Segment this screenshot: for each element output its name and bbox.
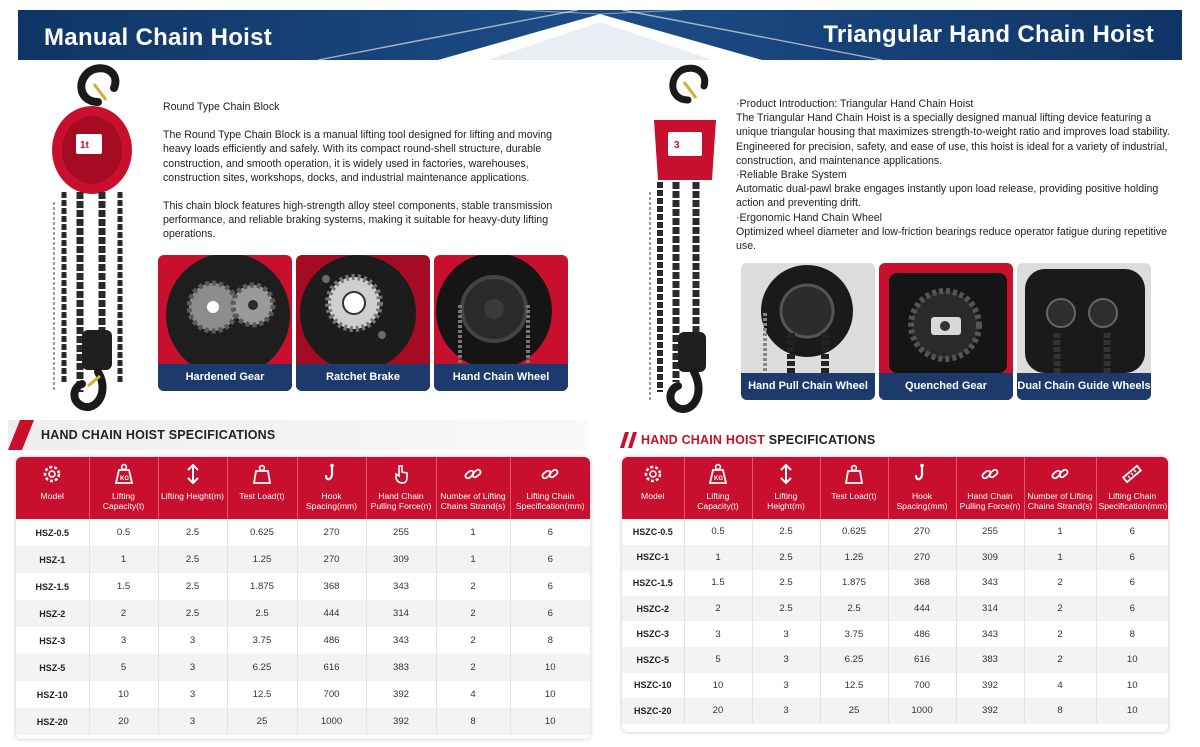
spec-title [641, 433, 875, 447]
weight-icon [687, 463, 750, 487]
table-cell: 0.5 [684, 519, 752, 545]
feature-label: Ratchet Brake [296, 364, 430, 391]
table-cell: 4 [1024, 673, 1096, 699]
chain-link-icon [959, 463, 1022, 487]
hook-icon [891, 463, 954, 487]
hand-pull-icon [369, 463, 434, 487]
table-cell: 6 [510, 573, 590, 600]
table-cell: 8 [1024, 698, 1096, 724]
table-cell: 12.5 [227, 681, 297, 708]
table-cell: 383 [956, 647, 1024, 673]
table-cell: 616 [297, 654, 366, 681]
weight-icon [92, 463, 156, 487]
brake-system-heading: ·Reliable Brake System [736, 169, 847, 182]
table-cell: 2.5 [820, 596, 888, 622]
table-cell: 2.5 [158, 519, 227, 546]
model-cell: HSZC-0.5 [622, 519, 684, 545]
table-cell: 368 [888, 570, 956, 596]
model-cell: HSZ-3 [16, 627, 89, 654]
table-cell: 1.875 [820, 570, 888, 596]
table-cell: 10 [510, 654, 590, 681]
model-cell: HSZC-5 [622, 647, 684, 673]
column-header [158, 457, 227, 519]
table-cell: 3 [158, 654, 227, 681]
table-cell: 8 [436, 708, 510, 735]
table-cell: 6 [1096, 570, 1168, 596]
table-cell: 392 [956, 698, 1024, 724]
column-header [956, 457, 1024, 519]
table-cell: 444 [888, 596, 956, 622]
table-cell: 392 [366, 681, 436, 708]
table-cell: 2 [436, 573, 510, 600]
column-header-label: Lifting Chain Specification(mm) [1098, 491, 1168, 511]
table-cell: 343 [956, 570, 1024, 596]
table-cell: 10 [510, 681, 590, 708]
table-cell: 1000 [297, 708, 366, 735]
model-cell: HSZ-5 [16, 654, 89, 681]
spec-table-left [16, 457, 590, 739]
banner-title-right: Triangular Hand Chain Hoist [823, 21, 1154, 48]
spec-title: HAND CHAIN HOIST SPECIFICATIONS [41, 428, 276, 442]
table-cell: 700 [297, 681, 366, 708]
capacity-badge: 3 [674, 140, 680, 151]
table-cell: 1 [436, 519, 510, 546]
table-cell: 1 [89, 546, 158, 573]
column-header-label: Hook Spacing(mm) [305, 491, 358, 511]
table-cell: 616 [888, 647, 956, 673]
table-header-row [622, 457, 1168, 519]
table-cell: 343 [956, 621, 1024, 647]
column-header-label: Hand Chain Pulling Force(n) [959, 491, 1021, 511]
chain-wheel-text: Optimized wheel diameter and low-friction bearings reduce operator fatigue during repetitive use. [736, 225, 1168, 253]
triangular-hoist-description [736, 97, 1176, 253]
column-header-label: Lifting Chain Specification(mm) [515, 491, 585, 511]
table-cell: 10 [89, 681, 158, 708]
table-cell: 1 [1024, 519, 1096, 545]
column-header [510, 457, 590, 519]
column-header [888, 457, 956, 519]
table-header-row [16, 457, 590, 519]
feature-label: Dual Chain Guide Wheels [1017, 373, 1151, 400]
table-cell: 3 [684, 621, 752, 647]
column-header-label: Lifting Capacity(t) [102, 491, 145, 511]
table-cell: 314 [366, 600, 436, 627]
table-cell: 2 [89, 600, 158, 627]
column-header-label: Number of Lifting Chains Strand(s) [440, 491, 506, 511]
vertical-arrows-icon [161, 463, 225, 487]
table-cell: 12.5 [820, 673, 888, 699]
gear-icon [18, 463, 87, 487]
round-chain-block-description [163, 100, 579, 256]
column-header-label: Model [641, 491, 665, 501]
feature-thumbnails-left [158, 255, 568, 391]
table-cell: 5 [89, 654, 158, 681]
column-header [684, 457, 752, 519]
table-cell: 309 [956, 545, 1024, 571]
table-row [16, 546, 590, 573]
description-paragraph: This chain block features high-strength alloy steel components, stable transmission performance, and reliable braking systems, making it suitable for heavy-duty lifting operations. [163, 200, 553, 241]
table-cell: 2.5 [752, 519, 820, 545]
banner-title-left: Manual Chain Hoist [44, 24, 273, 51]
feature-label: Hand Pull Chain Wheel [741, 373, 875, 400]
brake-system-text: Automatic dual-pawl brake engages instantly upon load release, providing positive holding action and preventing drift. [736, 183, 1159, 210]
table-row [622, 596, 1168, 622]
spec-table-right [622, 457, 1168, 732]
table-cell: 3 [752, 673, 820, 699]
table-cell: 3 [752, 698, 820, 724]
column-header [297, 457, 366, 519]
chain-link-icon [439, 463, 508, 487]
table-cell: 25 [820, 698, 888, 724]
table-cell: 3 [752, 621, 820, 647]
table-cell: 368 [297, 573, 366, 600]
column-header-label: Hook Spacing(mm) [896, 491, 948, 511]
table-cell: 10 [510, 708, 590, 735]
ruler-icon [1099, 463, 1167, 487]
table-cell: 2.5 [752, 570, 820, 596]
table-cell: 2 [436, 654, 510, 681]
spec-heading-left [8, 420, 588, 450]
column-header [436, 457, 510, 519]
table-cell: 486 [888, 621, 956, 647]
feature-label: Quenched Gear [879, 373, 1013, 400]
feature-label: Hand Chain Wheel [434, 364, 568, 391]
table-cell: 2 [684, 596, 752, 622]
table-row [622, 545, 1168, 571]
column-header [1096, 457, 1168, 519]
table-cell: 8 [510, 627, 590, 654]
table-row [622, 519, 1168, 545]
table-cell: 6.25 [227, 654, 297, 681]
table-row [16, 654, 590, 681]
table-row [622, 698, 1168, 724]
table-cell: 1.25 [227, 546, 297, 573]
table-cell: 3.75 [820, 621, 888, 647]
table-cell: 486 [297, 627, 366, 654]
spec-table [16, 457, 590, 735]
feature-ratchet-brake [296, 255, 430, 391]
gear-icon [624, 463, 682, 487]
table-cell: 2 [436, 600, 510, 627]
table-cell: 0.5 [89, 519, 158, 546]
table-cell: 1.5 [684, 570, 752, 596]
table-cell: 1.5 [89, 573, 158, 600]
table-cell: 1 [436, 546, 510, 573]
table-cell: 2 [436, 627, 510, 654]
table-cell: 10 [1096, 673, 1168, 699]
table-cell: 3.75 [227, 627, 297, 654]
spec-table [622, 457, 1168, 724]
table-row [622, 673, 1168, 699]
table-cell: 6 [1096, 545, 1168, 571]
spec-title-dark: SPECIFICATIONS [765, 433, 876, 447]
column-header [1024, 457, 1096, 519]
table-cell: 25 [227, 708, 297, 735]
column-header [622, 457, 684, 519]
table-cell: 3 [752, 647, 820, 673]
table-cell: 2.5 [752, 596, 820, 622]
table-cell: 8 [1096, 621, 1168, 647]
table-cell: 1 [1024, 545, 1096, 571]
table-cell: 10 [1096, 647, 1168, 673]
table-cell: 0.625 [227, 519, 297, 546]
model-cell: HSZC-10 [622, 673, 684, 699]
table-cell: 309 [366, 546, 436, 573]
table-cell: 392 [366, 708, 436, 735]
column-header [227, 457, 297, 519]
table-cell: 3 [158, 681, 227, 708]
header-banner [18, 10, 1182, 60]
feature-label: Hardened Gear [158, 364, 292, 391]
model-cell: HSZ-2 [16, 600, 89, 627]
table-cell: 343 [366, 627, 436, 654]
table-row [622, 647, 1168, 673]
feature-dual-chain-guide-wheels [1017, 263, 1151, 400]
table-row [622, 570, 1168, 596]
table-cell: 20 [684, 698, 752, 724]
table-row [16, 627, 590, 654]
description-heading: Round Type Chain Block [163, 101, 280, 113]
table-cell: 5 [684, 647, 752, 673]
table-cell: 6.25 [820, 647, 888, 673]
description-paragraph: The Round Type Chain Block is a manual lifting tool designed for lifting and moving heavy loads efficiently and safely. With its compact round-shell structure, durable construction, and smooth operation, it is widely used in factories, warehouses, construction sites, workshops, docks, and industrial maintenance applications. [163, 129, 553, 184]
table-row [16, 519, 590, 546]
product-intro-heading: ·Product Introduction: Triangular Hand Chain Hoist [736, 98, 974, 110]
triangular-chain-hoist-image [640, 62, 720, 414]
table-cell: 2.5 [158, 546, 227, 573]
table-cell: 343 [366, 573, 436, 600]
table-cell: 2 [1024, 647, 1096, 673]
column-header-label: Lifting Height(m) [160, 491, 225, 501]
table-cell: 255 [956, 519, 1024, 545]
chain-link-icon [513, 463, 589, 487]
load-weight-icon [230, 463, 295, 487]
table-row [16, 681, 590, 708]
table-cell: 383 [366, 654, 436, 681]
table-cell: 270 [297, 546, 366, 573]
feature-hand-chain-wheel [434, 255, 568, 391]
column-header-label: Test Load(t) [239, 491, 285, 501]
table-cell: 2.5 [158, 600, 227, 627]
column-header [16, 457, 89, 519]
table-cell: 20 [89, 708, 158, 735]
table-cell: 2.5 [158, 573, 227, 600]
table-cell: 392 [956, 673, 1024, 699]
svg-text:KG: KG [714, 476, 723, 482]
load-weight-icon [823, 463, 886, 487]
table-cell: 1000 [888, 698, 956, 724]
table-cell: 10 [684, 673, 752, 699]
table-cell: 6 [510, 519, 590, 546]
table-cell: 3 [89, 627, 158, 654]
table-cell: 270 [888, 519, 956, 545]
table-cell: 1.25 [820, 545, 888, 571]
column-header [820, 457, 888, 519]
capacity-badge: 1t [80, 140, 89, 151]
table-row [16, 708, 590, 735]
table-cell: 1 [684, 545, 752, 571]
product-intro-text: The Triangular Hand Chain Hoist is a specially designed manual lifting device featuring a unique triangular housing that maximizes strength-to-weight ratio and improves load stability. Engineered for precision, safety, and ease of use, this hoist is ideal for a variety of industrial, construction, and maintenance applications. [736, 112, 1170, 167]
table-cell: 6 [510, 546, 590, 573]
feature-quenched-gear [879, 263, 1013, 400]
table-cell: 6 [510, 600, 590, 627]
spec-title-red: HAND CHAIN HOIST [641, 433, 766, 447]
column-header-label: Model [40, 491, 64, 501]
model-cell: HSZC-3 [622, 621, 684, 647]
table-cell: 2 [1024, 621, 1096, 647]
vertical-arrows-icon [755, 463, 818, 487]
hook-icon [300, 463, 364, 487]
model-cell: HSZC-1.5 [622, 570, 684, 596]
table-row [16, 573, 590, 600]
table-cell: 2.5 [752, 545, 820, 571]
heading-tab-icon [8, 420, 34, 450]
table-cell: 700 [888, 673, 956, 699]
column-header-label: Lifting Height(m) [767, 491, 805, 511]
model-cell: HSZ-10 [16, 681, 89, 708]
table-cell: 270 [297, 519, 366, 546]
model-cell: HSZC-1 [622, 545, 684, 571]
model-cell: HSZ-0.5 [16, 519, 89, 546]
model-cell: HSZ-1.5 [16, 573, 89, 600]
feature-hand-pull-chain-wheel [741, 263, 875, 400]
model-cell: HSZ-1 [16, 546, 89, 573]
table-cell: 3 [158, 708, 227, 735]
table-cell: 6 [1096, 596, 1168, 622]
svg-text:KG: KG [119, 476, 129, 482]
column-header-label: Test Load(t) [831, 491, 877, 501]
column-header-label: Hand Chain Pulling Force(n) [370, 491, 432, 511]
table-row [622, 621, 1168, 647]
table-cell: 4 [436, 681, 510, 708]
model-cell: HSZC-20 [622, 698, 684, 724]
table-cell: 3 [158, 627, 227, 654]
table-cell: 270 [888, 545, 956, 571]
table-cell: 255 [366, 519, 436, 546]
table-cell: 444 [297, 600, 366, 627]
table-cell: 2.5 [227, 600, 297, 627]
column-header-label: Number of Lifting Chains Strand(s) [1027, 491, 1093, 511]
column-header [366, 457, 436, 519]
table-cell: 2 [1024, 570, 1096, 596]
table-cell: 314 [956, 596, 1024, 622]
table-cell: 0.625 [820, 519, 888, 545]
chain-wheel-heading: ·Ergonomic Hand Chain Wheel [736, 211, 883, 224]
table-row [16, 600, 590, 627]
chain-link-icon [1027, 463, 1094, 487]
column-header-label: Lifting Capacity(t) [697, 491, 739, 511]
column-header [89, 457, 158, 519]
model-cell: HSZ-20 [16, 708, 89, 735]
table-cell: 1.875 [227, 573, 297, 600]
table-cell: 10 [1096, 698, 1168, 724]
feature-thumbnails-right [741, 263, 1151, 400]
model-cell: HSZC-2 [622, 596, 684, 622]
table-cell: 6 [1096, 519, 1168, 545]
heading-slash-icon [620, 432, 640, 448]
table-cell: 2 [1024, 596, 1096, 622]
round-chain-hoist-image [40, 62, 140, 414]
column-header [752, 457, 820, 519]
feature-hardened-gear [158, 255, 292, 391]
